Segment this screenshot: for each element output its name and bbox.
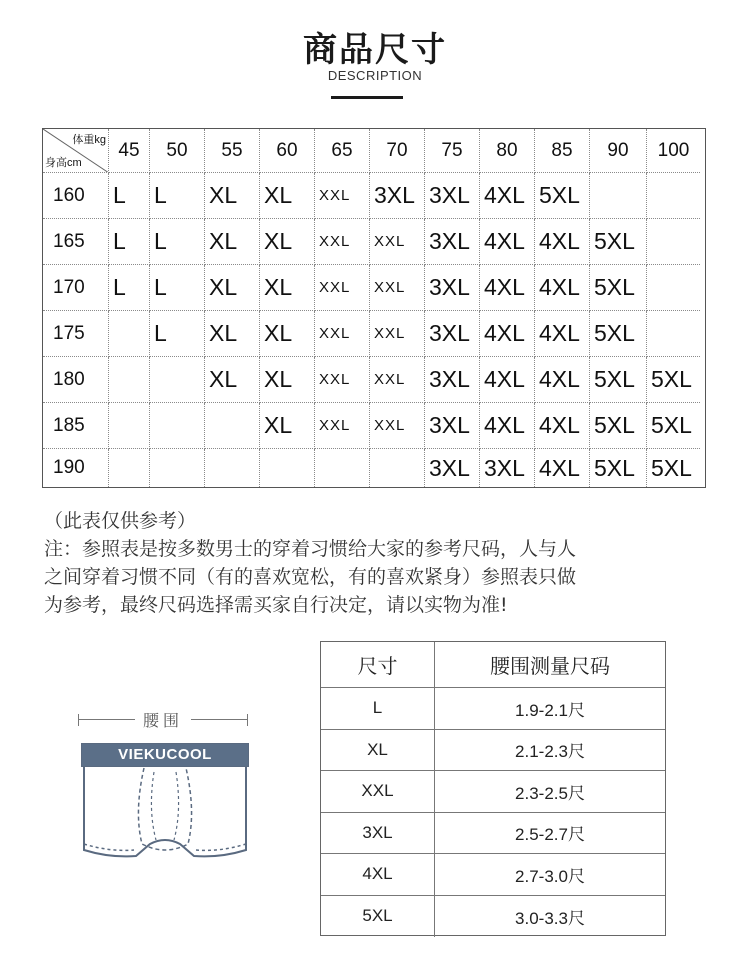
size-cell: [109, 311, 150, 357]
weight-header-cell: 70: [370, 129, 425, 173]
size-value-cell: XXL: [321, 771, 435, 813]
page-subtitle: DESCRIPTION: [327, 68, 423, 83]
corner-header-cell: [43, 129, 109, 173]
size-cell: [150, 449, 205, 487]
size-cell: 5XL: [651, 454, 692, 481]
waist-measure-indicator: [78, 708, 248, 730]
size-cell: 4XL: [480, 311, 535, 357]
waist-arrow-right: [191, 719, 248, 720]
size-cell: 3XL: [480, 449, 535, 487]
note-line: 注：参照表是按多数男士的穿着习惯给大家的参考尺码，人与人: [44, 538, 577, 560]
size-cell: 3XL: [425, 311, 480, 357]
weight-header-cell: 55: [205, 129, 260, 173]
waist-value-cell: 2.3-2.5尺: [435, 771, 665, 813]
size-cell: XXL: [370, 403, 425, 449]
size-cell: L: [109, 219, 150, 265]
waist-value-cell: 2.7-3.0尺: [435, 854, 665, 896]
weight-header-cell: 85: [535, 129, 590, 173]
size-cell: [109, 357, 150, 403]
weight-axis-label: 体重kg: [72, 134, 106, 146]
size-cell: XL: [205, 357, 260, 403]
size-cell: 4XL: [535, 265, 590, 311]
size-value-cell: XL: [321, 730, 435, 772]
waist-size-table: [320, 641, 666, 936]
size-cell: XL: [260, 311, 315, 357]
weight-header-cell: 75: [425, 129, 480, 173]
title-divider: [331, 96, 403, 99]
size-cell: 4XL: [535, 219, 590, 265]
size-cell: 5XL: [590, 265, 647, 311]
note-line: 之间穿着习惯不同（有的喜欢宽松，有的喜欢紧身）参照表只做: [44, 566, 577, 588]
height-header-cell: 175: [43, 311, 109, 357]
size-cell: [315, 449, 370, 487]
size-cell: 3XL: [425, 219, 480, 265]
size-cell: XL: [205, 219, 260, 265]
size-cell: 5XL: [535, 173, 590, 219]
size-cell: XXL: [370, 265, 425, 311]
weight-header-cell: 60: [260, 129, 315, 173]
weight-header-cell: 50: [150, 129, 205, 173]
waist-value-cell: 2.5-2.7尺: [435, 813, 665, 855]
size-cell: 4XL: [480, 403, 535, 449]
size-cell: 4XL: [535, 449, 590, 487]
page-title: 商品尺寸: [303, 30, 447, 70]
size-cell: [260, 449, 315, 487]
size-cell: XXL: [315, 265, 370, 311]
waist-value-cell: 1.9-2.1尺: [435, 688, 665, 730]
height-header-cell: 190: [43, 449, 109, 487]
size-cell: XL: [205, 311, 260, 357]
size-cell: XL: [260, 403, 315, 449]
size-cell: [647, 311, 700, 357]
size-cell: 5XL: [590, 403, 647, 449]
size-cell: 5XL: [590, 219, 647, 265]
size-cell: XL: [205, 173, 260, 219]
weight-header-cell: 90: [590, 129, 647, 173]
size-cell: 5XL: [647, 357, 700, 403]
size-cell: [109, 449, 150, 487]
size-value-cell: 4XL: [321, 854, 435, 896]
height-header-cell: 170: [43, 265, 109, 311]
size-cell: [647, 219, 700, 265]
size-cell: 3XL: [425, 357, 480, 403]
weight-header-cell: 65: [315, 129, 370, 173]
size-cell: 5XL: [647, 403, 700, 449]
height-header-cell: 185: [43, 403, 109, 449]
note-disclaimer: （此表仅供参考）: [44, 510, 197, 532]
height-header-cell: 180: [43, 357, 109, 403]
waist-arrow-left: [78, 719, 135, 720]
underwear-illustration: [70, 732, 260, 872]
size-cell: 4XL: [480, 173, 535, 219]
note-line: 为参考，最终尺码选择需买家自行决定，请以实物为准!: [44, 594, 508, 616]
size-cell: 3XL: [425, 265, 480, 311]
pouch-stitch: [138, 768, 191, 850]
size-cell: [590, 173, 647, 219]
size-cell: XXL: [315, 357, 370, 403]
size-cell: 3XL: [425, 403, 480, 449]
pouch-seam-right: [174, 772, 179, 840]
height-axis-label: 身高cm: [45, 157, 82, 169]
size-cell: 5XL: [590, 357, 647, 403]
weight-header-cell: 80: [480, 129, 535, 173]
pouch-seam-left: [151, 772, 156, 840]
waist-label: 腰围: [143, 710, 184, 730]
size-cell: 4XL: [480, 265, 535, 311]
size-cell: 3XL: [370, 173, 425, 219]
size-cell: L: [150, 173, 205, 219]
size-cell: XXL: [315, 403, 370, 449]
underwear-outline: [84, 766, 246, 856]
size-value-cell: 3XL: [321, 813, 435, 855]
waist-value-cell: 2.1-2.3尺: [435, 730, 665, 772]
size-cell: [370, 449, 425, 487]
size-chart-table: [42, 128, 706, 488]
weight-header-cell: 45: [109, 129, 150, 173]
size-cell: [109, 403, 150, 449]
size-value-cell: 5XL: [321, 896, 435, 938]
size-cell: [205, 449, 260, 487]
height-header-cell: 165: [43, 219, 109, 265]
size-cell: XXL: [315, 311, 370, 357]
size-cell: [647, 173, 700, 219]
size-cell: [205, 403, 260, 449]
size-cell: L: [109, 265, 150, 311]
waist-value-cell: 3.0-3.3尺: [515, 908, 585, 928]
size-cell: XL: [260, 265, 315, 311]
height-header-cell: 160: [43, 173, 109, 219]
size-cell: L: [109, 173, 150, 219]
right-leg-stitch: [196, 844, 246, 850]
size-cell: XL: [260, 173, 315, 219]
size-cell: 3XL: [425, 173, 480, 219]
size-cell: 3XL: [425, 449, 480, 487]
size-column-header: 尺寸: [321, 642, 435, 688]
size-cell: XXL: [370, 357, 425, 403]
size-cell: 4XL: [535, 403, 590, 449]
size-cell: L: [150, 265, 205, 311]
left-leg-stitch: [84, 844, 134, 850]
size-cell: 4XL: [480, 357, 535, 403]
size-cell: XXL: [315, 219, 370, 265]
size-value-cell: L: [321, 688, 435, 730]
size-cell: XXL: [370, 219, 425, 265]
size-cell: [150, 403, 205, 449]
size-cell: 4XL: [480, 219, 535, 265]
size-cell: XL: [260, 357, 315, 403]
size-cell: 5XL: [590, 449, 647, 487]
size-cell: 5XL: [590, 311, 647, 357]
waistband-brand: VIEKUCOOL: [82, 744, 248, 766]
size-cell: [647, 265, 700, 311]
size-cell: XL: [205, 265, 260, 311]
size-cell: L: [150, 219, 205, 265]
size-cell: XL: [260, 219, 315, 265]
size-cell: XXL: [370, 311, 425, 357]
weight-header-cell: 100: [647, 129, 700, 173]
size-cell: 4XL: [535, 311, 590, 357]
size-cell: XXL: [315, 173, 370, 219]
size-cell: [150, 357, 205, 403]
size-cell: L: [150, 311, 205, 357]
waist-column-header: 腰围测量尺码: [435, 642, 665, 688]
size-cell: 4XL: [535, 357, 590, 403]
